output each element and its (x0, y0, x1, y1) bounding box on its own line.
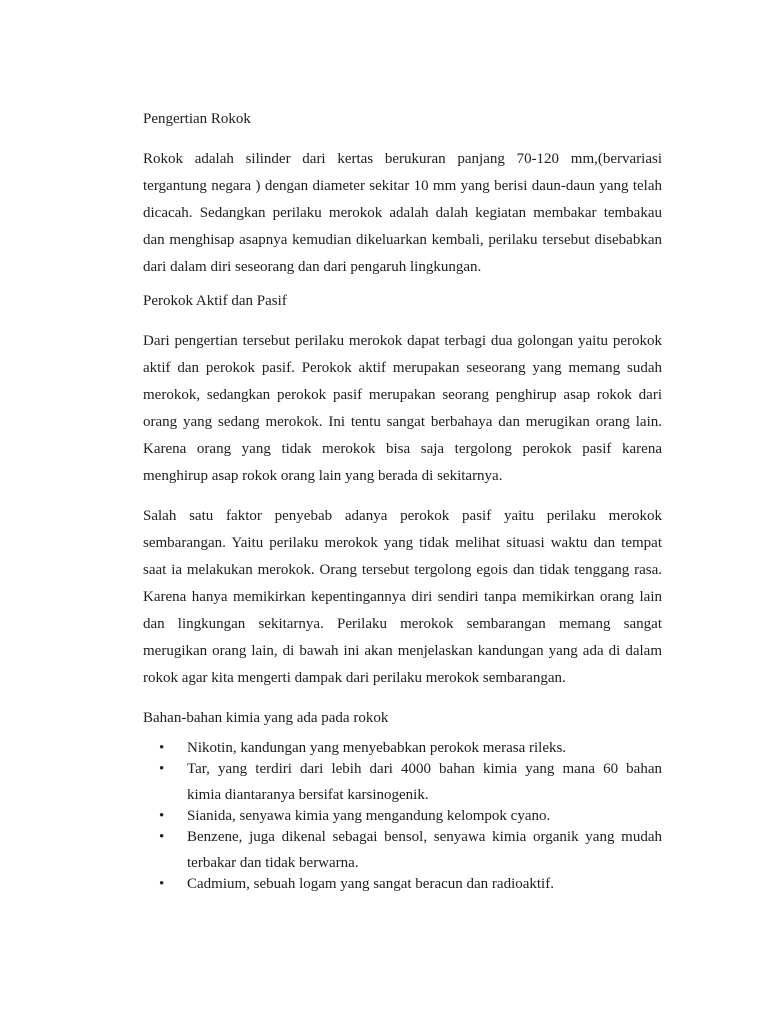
list-item-continuation: kimia diantaranya bersifat karsinogenik. (187, 787, 429, 803)
heading-bahan-kimia-rokok: Bahan-bahan kimia yang ada pada rokok (143, 710, 389, 726)
text-line: Karena orang yang tidak merokok bisa saja tergolong perokok pasif karena (143, 441, 662, 457)
list-item: • Cadmium, sebuah logam yang sangat beracun dan radioaktif. (143, 874, 662, 895)
text-line: merugikan orang lain, di bawah ini akan menjelaskan kandungan yang ada di dalam (143, 643, 662, 659)
text-line: dan lingkungan sekitarnya. Perilaku merokok sembarangan memang sangat (143, 616, 662, 632)
list-item: • Benzene, juga dikenal sebagai bensol, senyawa kimia organik yang mudah (143, 827, 662, 848)
paragraph-golongan-perokok (143, 328, 662, 490)
list-item: • Nikotin, kandungan yang menyebabkan perokok merasa rileks. (143, 738, 662, 759)
text-line: dicacah. Sedangkan perilaku merokok adalah dalah kegiatan membakar tembakau (143, 205, 662, 221)
text-line: orang yang sedang merokok. Ini tentu sangat berbahaya dan merugikan orang lain. (143, 414, 662, 430)
text-line: Salah satu faktor penyebab adanya perokok pasif yaitu perilaku merokok (143, 508, 662, 524)
text-line: saat ia melakukan merokok. Orang tersebut tergolong egois dan tidak tenggang rasa. (143, 562, 662, 578)
text-line: Rokok adalah silinder dari kertas berukuran panjang 70-120 mm,(bervariasi (143, 151, 662, 167)
paragraph-definisi-rokok (143, 146, 662, 281)
paragraph-perokok-sembarangan (143, 503, 662, 692)
text-line: aktif dan perokok pasif. Perokok aktif merupakan seseorang yang memang sudah (143, 360, 662, 376)
text-line: Karena hanya memikirkan kepentingannya diri sendiri tanpa memikirkan orang lain (143, 589, 662, 605)
bullet-icon: • (159, 808, 165, 824)
text-line: menghirup asap rokok orang lain yang berada di sekitarnya. (143, 468, 503, 484)
text-line: Dari pengertian tersebut perilaku merokok dapat terbagi dua golongan yaitu perokok (143, 333, 662, 349)
heading-perokok-aktif-dan-pasif: Perokok Aktif dan Pasif (143, 293, 287, 309)
list-item: • Sianida, senyawa kimia yang mengandung kelompok cyano. (143, 806, 662, 827)
bullet-icon: • (159, 761, 165, 777)
text-line: merokok, sedangkan perokok pasif merupakan seorang penghirup asap rokok dari (143, 387, 662, 403)
text-line: dan menghisap asapnya kemudian dikeluarkan kembali, perilaku tersebut disebabkan (143, 232, 662, 248)
text-line: tergantung negara ) dengan diameter sekitar 10 mm yang berisi daun-daun yang telah (143, 178, 662, 194)
text-line: rokok agar kita mengerti dampak dari perilaku merokok sembarangan. (143, 670, 566, 686)
heading-pengertian-rokok: Pengertian Rokok (143, 111, 251, 127)
list-item-continuation: terbakar dan tidak berwarna. (187, 855, 359, 871)
text-line: dari dalam diri seseorang dan dari pengaruh lingkungan. (143, 259, 482, 275)
list-item: • Tar, yang terdiri dari lebih dari 4000 bahan kimia yang mana 60 bahan (143, 759, 662, 780)
bullet-icon: • (159, 740, 165, 756)
text-line: sembarangan. Yaitu perilaku merokok yang tidak melihat situasi waktu dan tempat (143, 535, 662, 551)
chemical-ingredients-list (143, 738, 662, 895)
bullet-icon: • (159, 876, 165, 892)
bullet-icon: • (159, 829, 165, 845)
